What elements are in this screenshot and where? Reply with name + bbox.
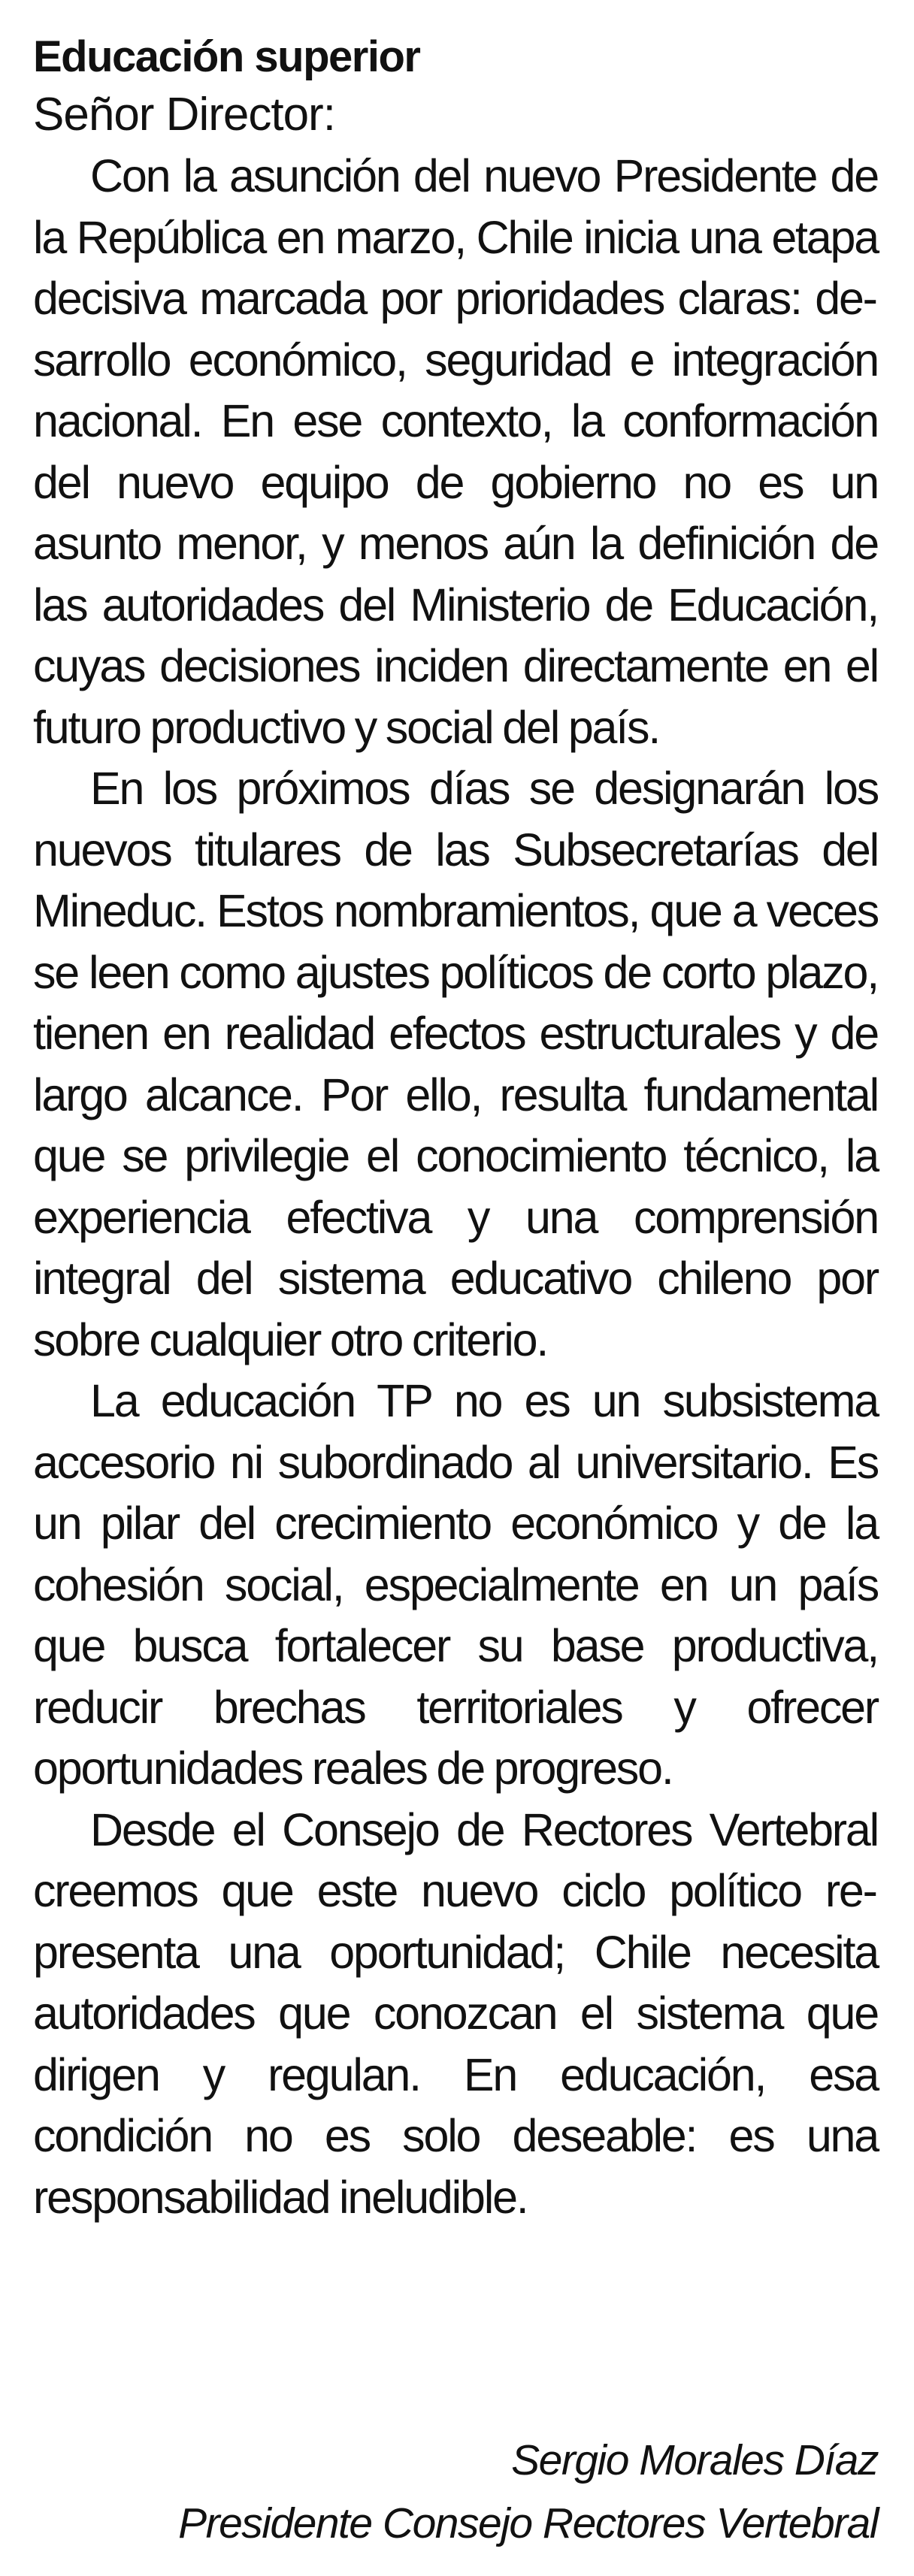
letter-to-editor [33,30,878,2228]
letter-title: Educación superior [33,32,420,81]
paragraph-2: En los próximos días se designarán los nuevos titulares de las Subsecretarías del Mineduc. Estos nombramientos, que a veces se leen como ajustes políticos de corto plazo, tienen en realidad efectos estructurales y de largo alcance. Por ello, resulta fundamental que se privilegie el conocimiento técnico, la experiencia efectiva y una comprensión integral del sistema educativo chileno por sobre cualquier otro criterio. [33,763,878,1365]
letter-body [33,146,878,2228]
paragraph-1: Con la asunción del nuevo Presidente de la República en marzo, Chile inicia una etapa decisiva marcada por prioridades claras: desarrollo económico, seguridad e integración nacional. En ese contexto, la conformación del nuevo equipo de gobierno no es un asunto menor, y menos aún la definición de las autoridades del Ministerio de Educación, cuyas decisiones inciden directamente en el futuro productivo y social del país. [33,150,878,753]
signature-name: Sergio Morales Díaz [511,2436,878,2484]
salutation: Señor Director: [33,89,335,141]
signature-role: Presidente Consejo Rectores Vertebral [178,2499,878,2547]
signature-block [33,2429,878,2555]
paragraph-4: Desde el Consejo de Rectores Vertebral creemos que este nuevo ciclo político representa una oportunidad; Chile necesita autoridades que conozcan el sistema que dirigen y regulan. En educación, esa condición no es solo deseable: es una responsabilidad ineludible. [33,1804,878,2223]
paragraph-3: La educación TP no es un subsistema accesorio ni subordinado al universitario. Es un pilar del crecimiento económico y de la cohesión social, especialmente en un país que busca fortalecer su base productiva, reducir brechas territoriales y ofrecer oportunidades reales de progreso. [33,1375,878,1794]
